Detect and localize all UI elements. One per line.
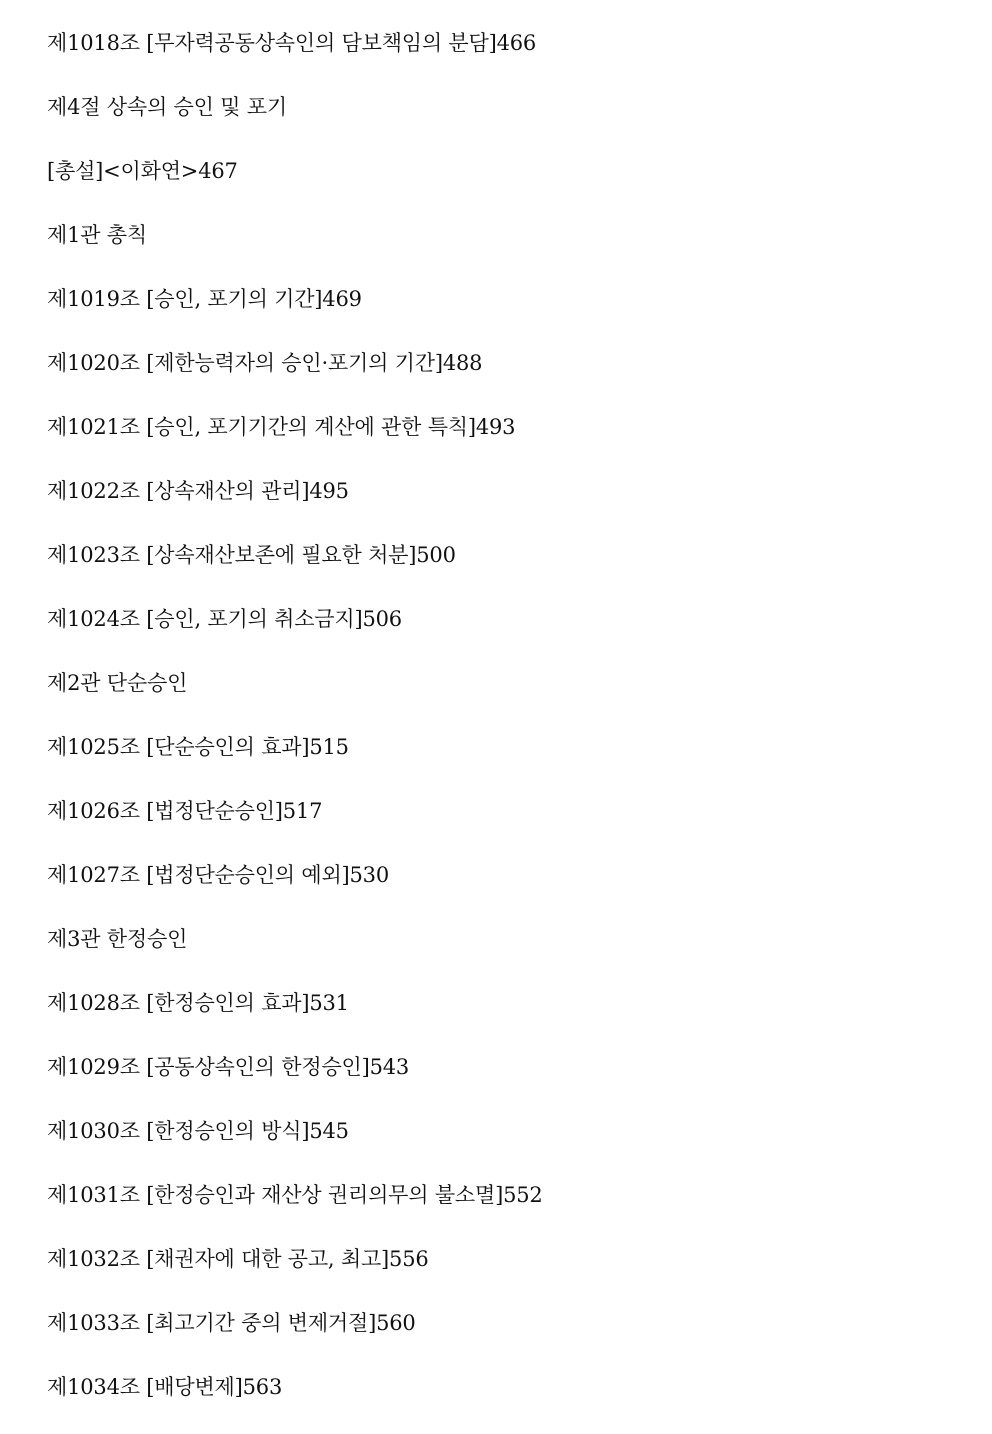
toc-article-1030: 제1030조 [한정승인의 방식]545 xyxy=(47,1119,349,1143)
toc-article-1018: 제1018조 [무자력공동상속인의 담보책임의 분담]466 xyxy=(47,31,537,55)
toc-article-1024: 제1024조 [승인, 포기의 취소금지]506 xyxy=(47,607,402,631)
toc-subsection-1: 제1관 총칙 xyxy=(47,223,147,247)
toc-article-1034: 제1034조 [배당변제]563 xyxy=(47,1375,283,1399)
toc-article-1032: 제1032조 [채권자에 대한 공고, 최고]556 xyxy=(47,1247,429,1271)
toc-article-1022: 제1022조 [상속재산의 관리]495 xyxy=(47,479,349,503)
table-of-contents xyxy=(47,26,543,1434)
toc-article-1029: 제1029조 [공동상속인의 한정승인]543 xyxy=(47,1055,410,1079)
toc-article-1019: 제1019조 [승인, 포기의 기간]469 xyxy=(47,287,362,311)
toc-article-1027: 제1027조 [법정단순승인의 예외]530 xyxy=(47,863,390,887)
toc-overview: [총설]<이화연>467 xyxy=(47,159,238,183)
toc-subsection-3: 제3관 한정승인 xyxy=(47,927,188,951)
toc-article-1021: 제1021조 [승인, 포기기간의 계산에 관한 특칙]493 xyxy=(47,415,516,439)
toc-article-1023: 제1023조 [상속재산보존에 필요한 처분]500 xyxy=(47,543,456,567)
toc-article-1025: 제1025조 [단순승인의 효과]515 xyxy=(47,735,349,759)
toc-article-1033: 제1033조 [최고기간 중의 변제거절]560 xyxy=(47,1311,416,1335)
toc-section-4: 제4절 상속의 승인 및 포기 xyxy=(47,95,287,119)
toc-article-1026: 제1026조 [법정단순승인]517 xyxy=(47,799,323,823)
toc-article-1020: 제1020조 [제한능력자의 승인·포기의 기간]488 xyxy=(47,351,483,375)
toc-article-1028: 제1028조 [한정승인의 효과]531 xyxy=(47,991,349,1015)
toc-subsection-2: 제2관 단순승인 xyxy=(47,671,188,695)
toc-article-1031: 제1031조 [한정승인과 재산상 권리의무의 불소멸]552 xyxy=(47,1183,543,1207)
